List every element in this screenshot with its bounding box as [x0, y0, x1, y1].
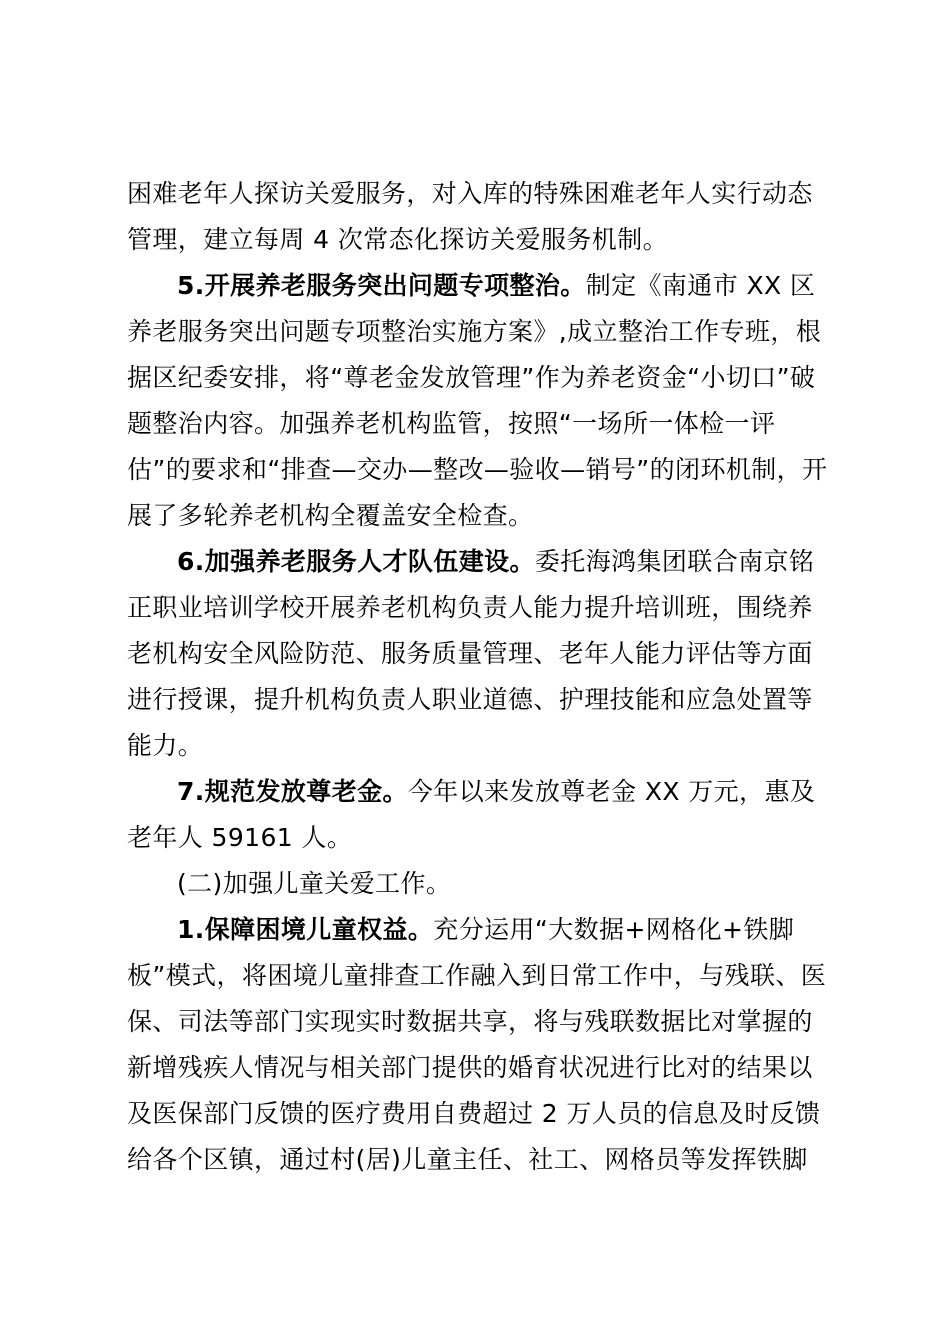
- body-line: [127, 585, 813, 631]
- section-item-6: [177, 539, 814, 585]
- line-text: 困难老年人探访关爱服务，对入库的特殊困难老年人实行动态: [127, 179, 813, 208]
- body-line: [127, 631, 813, 677]
- line-text: 委托海鸿集团联合南京铭: [534, 547, 815, 576]
- body-line: [127, 217, 668, 263]
- section-heading: 1.保障困境儿童权益。: [177, 915, 434, 944]
- body-line: [127, 447, 827, 493]
- line-text: 正职业培训学校开展养老机构负责人能力提升培训班，围绕养: [127, 593, 813, 622]
- line-text: 新增残疾人情况与相关部门提供的婚育状况进行比对的结果以: [127, 1053, 813, 1082]
- line-text: 展了多轮养老机构全覆盖安全检查。: [127, 501, 534, 530]
- body-line: [127, 1091, 820, 1137]
- line-text: 今年以来发放尊老金 XX 万元，惠及: [407, 777, 816, 806]
- line-text: 老年人 59161 人。: [127, 823, 353, 852]
- body-line: [127, 355, 815, 401]
- section-item-5: [177, 263, 815, 309]
- line-text: 充分运用“大数据+网格化+铁脚: [433, 915, 795, 944]
- line-text: 进行授课，提升机构负责人职业道德、护理技能和应急处置等: [127, 685, 813, 714]
- section-heading: 7.规范发放尊老金。: [177, 777, 408, 806]
- body-line: [127, 401, 775, 447]
- line-text: 老机构安全风险防范、服务质量管理、老年人能力评估等方面: [127, 639, 813, 668]
- line-text: 给各个区镇，通过村(居)儿童主任、社工、网格员等发挥铁脚: [127, 1145, 808, 1174]
- line-text: (二)加强儿童关爱工作。: [177, 869, 452, 898]
- body-line: [127, 677, 813, 723]
- line-text: 估”的要求和“排查—交办—整改—验收—销号”的闭环机制，开: [127, 455, 828, 484]
- body-line: [127, 171, 813, 217]
- body-line: [127, 723, 203, 769]
- body-line: [127, 493, 533, 539]
- line-text: 板”模式，将困境儿童排查工作融入到日常工作中，与残联、医: [127, 961, 827, 990]
- line-text: 制定《南通市 XX 区: [585, 271, 816, 300]
- body-line: [127, 953, 826, 999]
- line-text: 管理，建立每周 4 次常态化探访关爱服务机制。: [127, 225, 669, 254]
- line-text: 及医保部门反馈的医疗费用自费超过 2 万人员的信息及时反馈: [127, 1099, 821, 1128]
- body-line: [127, 1045, 813, 1091]
- line-text: 能力。: [127, 731, 204, 760]
- line-text: 保、司法等部门实现实时数据共享，将与残联数据比对掌握的: [127, 1007, 813, 1036]
- line-text: 据区纪委安排，将“尊老金发放管理”作为养老资金“小切口”破: [127, 363, 816, 392]
- line-text: 题整治内容。加强养老机构监管，按照“一场所一体检一评: [127, 409, 776, 438]
- section-heading: 6.加强养老服务人才队伍建设。: [177, 547, 535, 576]
- body-line: [127, 309, 821, 355]
- body-line: [127, 815, 352, 861]
- section-item-1: [177, 907, 794, 953]
- line-text: 养老服务突出问题专项整治实施方案》,成立整治工作专班，根: [127, 317, 822, 346]
- section-heading: 5.开展养老服务突出问题专项整治。: [177, 271, 586, 300]
- body-line: [127, 1137, 808, 1183]
- section-item-7: [177, 769, 815, 815]
- body-line: [127, 999, 813, 1045]
- subsection-heading: [177, 861, 451, 907]
